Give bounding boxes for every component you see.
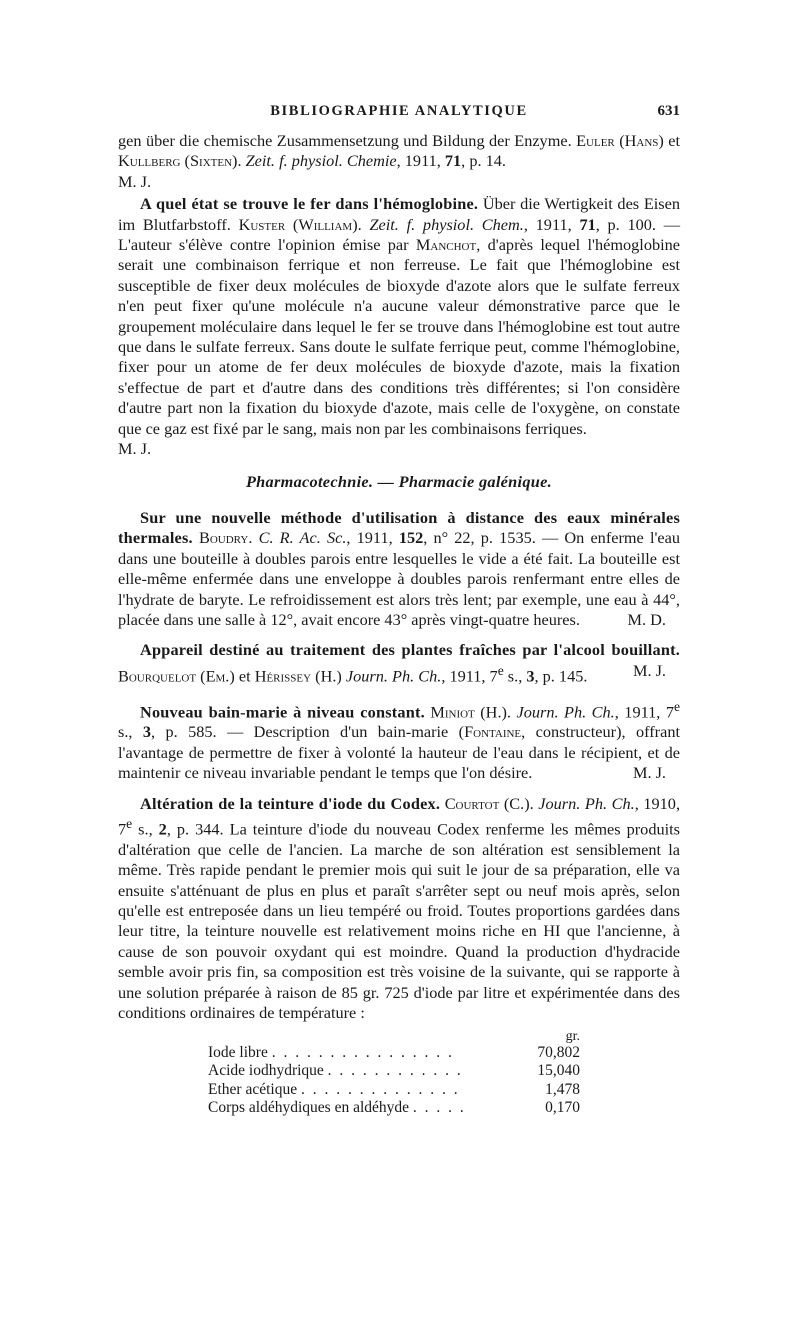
journal-title: Journ. Ph. Ch.: [516, 702, 615, 721]
entry-hemoglobin-iron: [118, 194, 680, 459]
author-name: Courtot: [444, 793, 500, 813]
author-first-name: Sixten: [189, 151, 233, 171]
leader-dots: . . . . .: [412, 1099, 466, 1117]
author-name: Bourquelot: [118, 666, 197, 686]
page-number: 631: [657, 103, 680, 119]
series-superscript: e: [497, 662, 504, 678]
volume-number: 152: [398, 528, 424, 548]
journal-title: Zeit. f. physiol. Chemie: [245, 151, 397, 171]
section-heading: Pharmacotechnie. — Pharmacie galénique.: [245, 471, 553, 491]
entry-water-bath: [118, 697, 680, 784]
author-name: Miniot: [430, 702, 475, 721]
table-unit-row: [208, 1030, 580, 1044]
component-label: Ether acétique: [208, 1080, 298, 1098]
author-name: Boudry: [198, 528, 249, 548]
author-name: Euler: [576, 131, 615, 150]
running-title: BIBLIOGRAPHIE ANALYTIQUE: [270, 103, 528, 119]
table-row: [208, 1044, 580, 1063]
entry-fresh-plants-apparatus: [118, 640, 680, 686]
composition-table: [208, 1030, 580, 1118]
entry-body: gen über die chemische Zusammensetzung und Bildung der Enzyme. Euler (Hans) et Kullberg (Sixten). Zeit. f. physiol. Chemie, 1911, 71, p. 14.: [118, 131, 680, 171]
entry-title: A quel état se trouve le fer dans l'hémoglobine.: [140, 194, 479, 214]
entry-thermal-waters: [118, 508, 680, 630]
table-row: [208, 1062, 580, 1081]
series-superscript: e: [673, 698, 680, 714]
leader-dots: . . . . . . . . . . . . . .: [300, 1080, 460, 1098]
component-value: 1,478: [545, 1080, 580, 1098]
author-first-name: Em.: [205, 666, 230, 686]
reviewer-signature: M. J.: [632, 763, 666, 783]
table-row: [208, 1099, 580, 1118]
volume-number: 71: [579, 214, 596, 234]
reviewer-signature: M. J.: [118, 171, 152, 191]
entry-title: Appareil destiné au traitement des plantes fraîches par l'alcool bouillant.: [140, 640, 680, 660]
leader-dots: . . . . . . . . . . . .: [327, 1062, 463, 1080]
reviewer-signature: M. J.: [632, 660, 666, 680]
author-first-name: Hans: [624, 131, 659, 150]
component-label: Iode libre: [208, 1043, 268, 1061]
component-label: Acide iodhydrique: [208, 1062, 324, 1080]
volume-number: 2: [158, 819, 167, 839]
journal-title: C. R. Ac. Sc.: [258, 528, 347, 548]
journal-title: Journ. Ph. Ch.: [538, 793, 635, 813]
unit-label: gr.: [565, 1028, 580, 1044]
leader-dots: . . . . . . . . . . . . . . . .: [271, 1043, 454, 1061]
entry-continuation: [118, 131, 680, 192]
journal-title: Zeit. f. physiol. Chem.: [369, 214, 524, 234]
journal-title: Journ. Ph. Ch.: [345, 666, 442, 686]
author-first-name: William: [298, 214, 353, 234]
component-value: 70,802: [537, 1043, 580, 1061]
author-name: Hérissey: [254, 666, 312, 686]
author-name: Kuster: [238, 214, 286, 234]
reviewer-signature: M. J.: [118, 439, 152, 459]
reviewer-signature: M. D.: [627, 609, 666, 629]
volume-number: 3: [142, 722, 152, 742]
entry-body: Nouveau bain-marie à niveau constant. Miniot (H.). Journ. Ph. Ch., 1911, 7e s., 3, p. 585. — Description d'un bain-marie (Fontaine, constructeur), offrant l'avantage de permettre de fixer à volonté la hauteur de l'eau dans le récipient, et de maintenir ce niveau invariable pendant le temps que l'on désire. M. J.: [118, 698, 680, 783]
entry-title: Altération de la teinture d'iode du Codex.: [140, 793, 441, 813]
component-value: 0,170: [545, 1099, 580, 1117]
entry-title: Sur une nouvelle méthode d'utilisation à distance des eaux minérales thermales.: [118, 507, 680, 548]
entry-body: Altération de la teinture d'iode du Codex. Courtot (C.). Journ. Ph. Ch., 1910, 7e s., 2, p. 344. La teinture d'iode du nouveau Codex renferme les mêmes produits d'altération que celle de l'ancien. La marche de son altération est sensiblement la même. Très rapide pendant le premier mois qui suit le jour de sa préparation, elle va ensuite s'atténuant de plus en plus et paraît s'arrêter sept ou neuf mois après, selon qu'elle est entreposée dans un lieu tempéré ou froid. Toutes proportions gardées dans leur titre, la teinture nouvelle est relativement moins riche en HI que l'ancienne, à cause de son pouvoir oxydant qui est moindre. Quand la production d'hydracide semble avoir pris fin, sa composition est très voisine de la suivante, qui se rapporte à une solution préparée à raison de 85 gr. 725 d'iode par litre et expérimentée dans des conditions ordinaires de température :: [118, 793, 681, 1023]
cited-author: Manchot: [415, 235, 477, 255]
component-label: Corps aldéhydiques en aldéhyde: [208, 1099, 410, 1117]
author-name: Kullberg: [118, 151, 181, 171]
entry-body: Sur une nouvelle méthode d'utilisation à distance des eaux minérales thermales. Boudry. C. R. Ac. Sc., 1911, 152, n° 22, p. 1535. — On enferme l'eau dans une bouteille à doubles parois entre lesquelles le vide a été fait. La bouteille est elle-même enfermée dans une enveloppe à doubles parois renfermant entre elles de l'hydrate de baryte. Le refroidissement est alors très lent; par exemple, une eau à 44°, placée dans une salle à 12°, avait encore 43° après vingt-quatre heures. M. D.: [118, 507, 680, 629]
component-value: 15,040: [537, 1062, 580, 1080]
entry-body: Appareil destiné au traitement des plantes fraîches par l'alcool bouillant. Bourquelot (Em.) et Hérissey (H.) Journ. Ph. Ch., 1911, 7e s., 3, p. 145. M. J.: [118, 640, 680, 686]
table-row: [208, 1081, 580, 1100]
series-superscript: e: [126, 816, 133, 832]
entry-title: Nouveau bain-marie à niveau constant.: [140, 702, 425, 721]
entry-iodine-tincture: [118, 794, 680, 1118]
volume-number: 71: [444, 151, 462, 171]
page-header: [118, 103, 680, 125]
entry-body: A quel état se trouve le fer dans l'hémoglobine. Über die Wertigkeit des Eisen im Blutfarbstoff. Kuster (William). Zeit. f. physiol. Chem., 1911, 71, p. 100. — L'auteur s'élève contre l'opinion émise par Manchot, d'après lequel l'hémoglobine serait une combinaison ferrique et non ferreuse. Le fait que l'hémoglobine est susceptible de fixer deux molécules de bioxyde d'azote alors que le sulfate ferreux n'en peut fixer qu'une molécule n'a aucune valeur démonstrative parce que le groupement moléculaire dans lequel le fer se trouve dans l'hémoglobine est tout autre que dans le sulfate ferreux. Sans doute le sulfate ferrique peut, comme l'hémoglobine, fixer pour un atome de fer deux molécules de bioxyde d'azote, mais la fixation s'effectue de part et d'autre dans des conditions très différentes; si l'on considère d'autre part non la fixation du bioxyde d'azote, mais celle de l'oxygène, on constate que ce gaz est fixé par le sang, mais non par les combinaisons ferriques.: [118, 194, 681, 438]
page-content: [118, 129, 680, 1118]
cited-author: Fontaine: [464, 722, 522, 742]
volume-number: 3: [526, 666, 535, 686]
